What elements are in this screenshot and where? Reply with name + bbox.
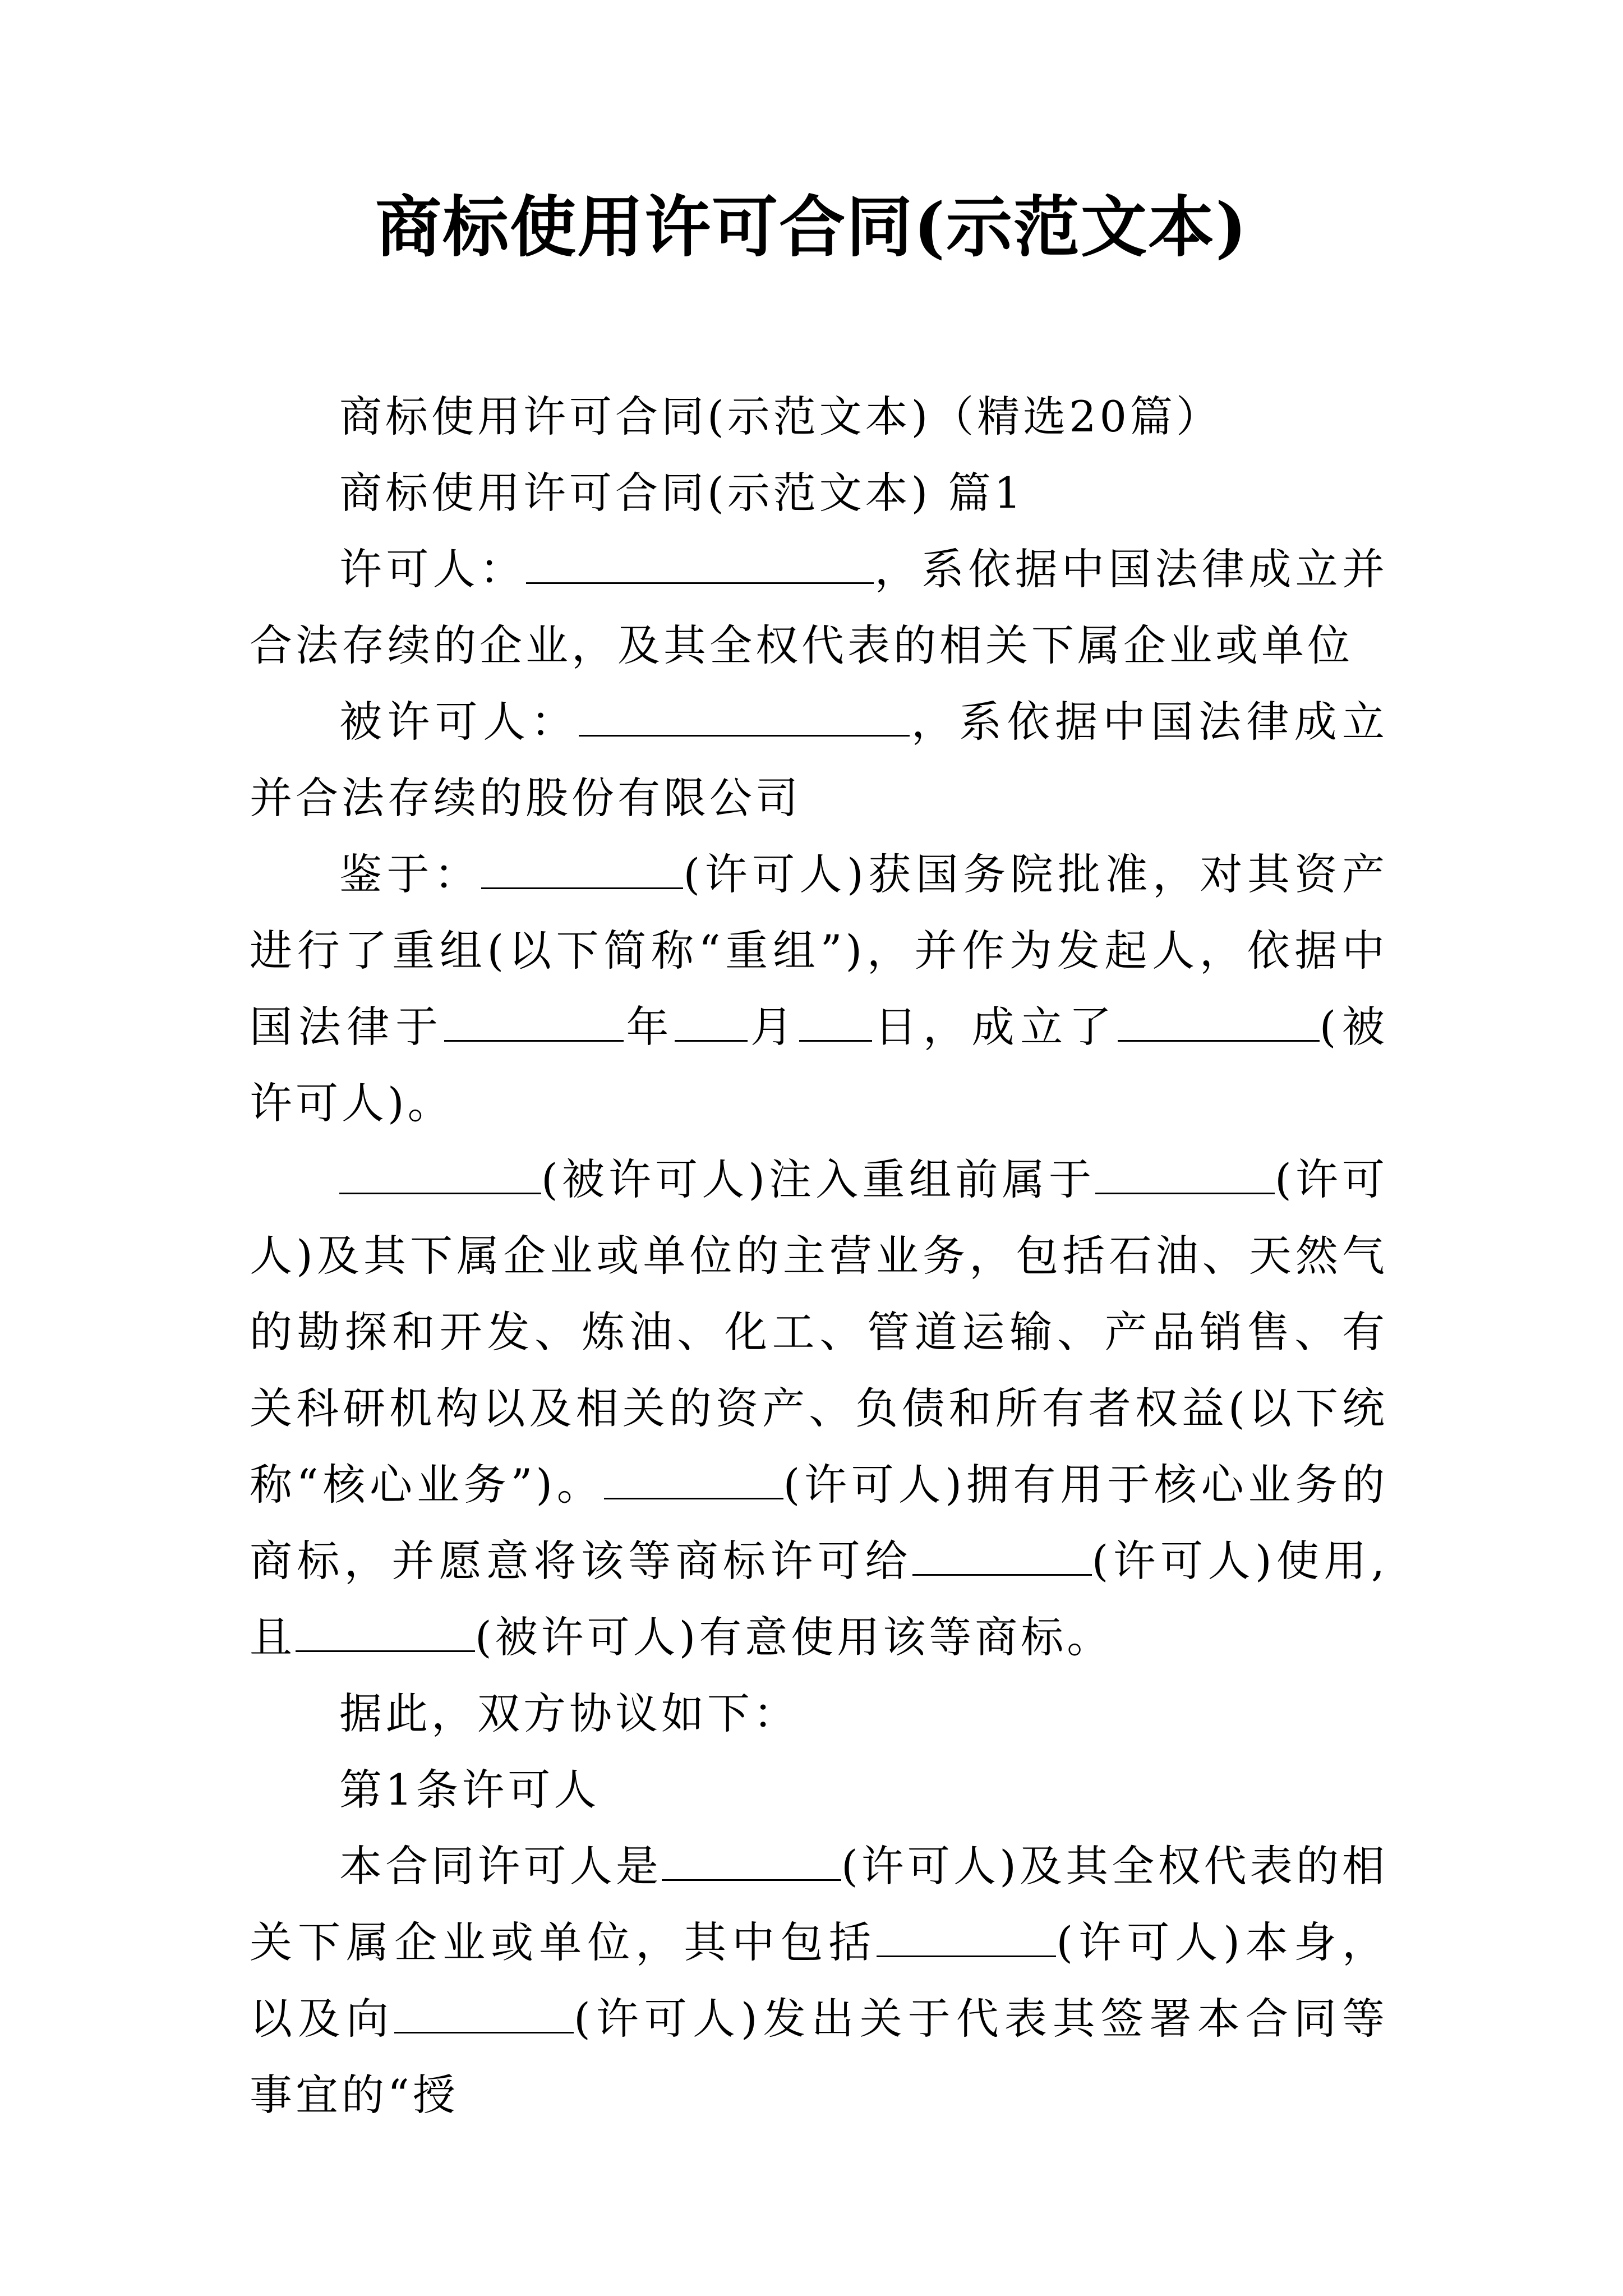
whereas-1-month-blank xyxy=(675,1001,748,1042)
document-body xyxy=(250,379,1388,2133)
whereas-1-text: (许可人)获国务院批准，对其资产进行了重组(以下简称“重组”)，并作为发起人，依据中国法律于 xyxy=(250,849,1388,1052)
whereas-2-licensor-blank-3 xyxy=(912,1535,1092,1576)
whereas-paragraph-1 xyxy=(250,836,1388,1142)
whereas-2-licensee-blank-2 xyxy=(296,1611,475,1652)
licensor-paragraph xyxy=(250,531,1388,684)
document-title: 商标使用许可合同(示范文本) xyxy=(375,188,1248,266)
agreement-text: 据此，双方协议如下： xyxy=(339,1688,799,1738)
article-1-paragraph xyxy=(250,1828,1388,2133)
article-1-licensor-blank-2 xyxy=(877,1916,1056,1957)
whereas-1-day-blank xyxy=(799,1001,872,1042)
article-1-text-a: 本合同许可人是 xyxy=(339,1841,662,1891)
whereas-paragraph-2 xyxy=(250,1142,1388,1676)
licensee-label: 被许可人： xyxy=(339,697,579,747)
whereas-1-licensee-blank xyxy=(1118,1001,1320,1042)
whereas-2-text-b: (许可人)及其下属企业或单位的主营业务，包括石油、天然气的勘探和开发、炼油、化工、管道运输、产品销售、有关科研机构以及相关的资产、负债和所有者权益(以下统称“核心业务”)。 xyxy=(250,1154,1388,1510)
article-1-licensor-blank xyxy=(662,1840,841,1881)
whereas-2-text-a: (被许可人)注入重组前属于 xyxy=(541,1154,1096,1204)
whereas-1-licensor-blank xyxy=(481,848,683,889)
agreement-paragraph xyxy=(250,1676,1388,1752)
whereas-1-year-blank xyxy=(444,1001,624,1042)
article-1-heading-paragraph xyxy=(250,1752,1388,1828)
licensor-blank xyxy=(526,543,874,584)
licensee-paragraph xyxy=(250,684,1388,836)
whereas-1-end: (被许可人)。 xyxy=(250,1002,1389,1128)
subtitle: 商标使用许可合同(示范文本)（精选20篇） xyxy=(339,392,1223,441)
whereas-2-text-c: (许可人)拥有用于核心业务的商标，并愿意将该等商标许可给 xyxy=(250,1460,1388,1586)
licensor-label: 许可人： xyxy=(339,544,527,594)
article-1-text-c: (许可人)本身，以及向 xyxy=(250,1917,1388,2044)
whereas-2-licensor-blank xyxy=(1095,1153,1275,1194)
whereas-1-day: 日，成立了 xyxy=(872,1002,1118,1052)
licensee-description: ，系依据中国法律成立并合法存续的股份有限公司 xyxy=(250,697,1389,823)
whereas-2-text-e: (被许可人)有意使用该等商标。 xyxy=(475,1612,1113,1662)
whereas-1-label: 鉴于： xyxy=(339,849,482,899)
whereas-2-licensee-blank xyxy=(339,1153,541,1194)
licensor-description: ，系依据中国法律成立并合法存续的企业，及其全权代表的相关下属企业或单位 xyxy=(250,544,1389,670)
whereas-1-year: 年 xyxy=(623,1002,675,1052)
article-1-heading: 第1条许可人 xyxy=(339,1765,600,1815)
section-heading-paragraph xyxy=(250,455,1388,531)
article-1-text-b: (许可人)及其全权代表的相关下属企业或单位，其中包括 xyxy=(250,1841,1388,1967)
article-1-licensor-blank-3 xyxy=(394,1993,574,2033)
section-heading: 商标使用许可合同(示范文本) 篇1 xyxy=(339,468,1025,518)
whereas-2-licensor-blank-2 xyxy=(604,1458,783,1499)
whereas-2-text-d: (许可人)使用,且 xyxy=(250,1536,1388,1662)
subtitle-paragraph xyxy=(250,379,1388,455)
licensee-blank xyxy=(579,696,910,737)
article-1-text-d: (许可人)发出关于代表其签署本合同等事宜的“授 xyxy=(250,1994,1388,2120)
whereas-1-month: 月 xyxy=(748,1002,799,1052)
